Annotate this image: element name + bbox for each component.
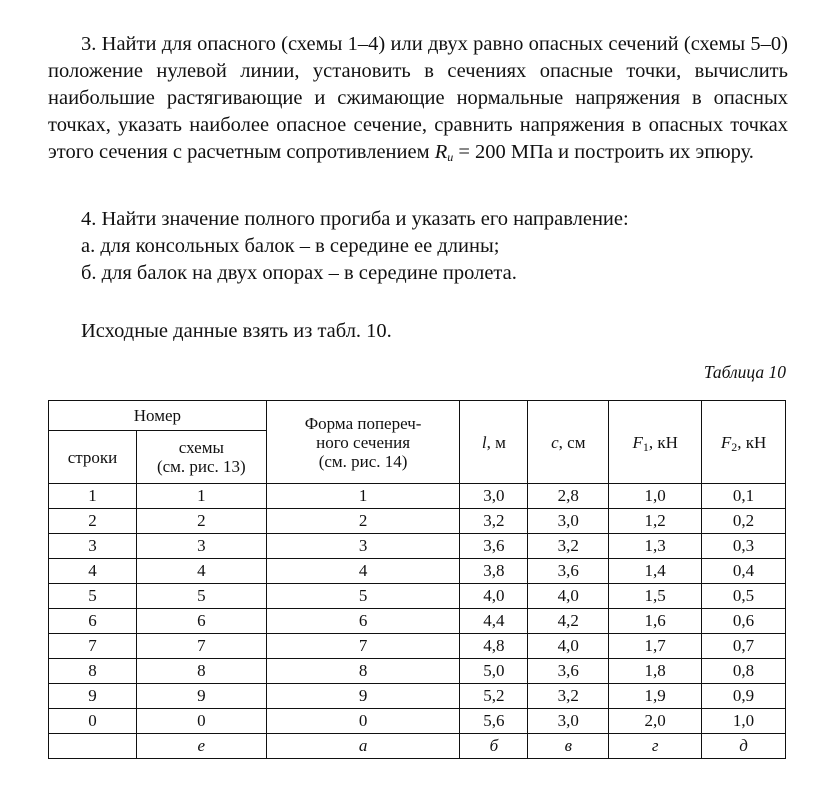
cell-f2: 1,0 <box>702 709 786 734</box>
cell-section: 9 <box>266 684 460 709</box>
paragraph-3-tail: = 200 МПа и построить их эпюру. <box>453 141 754 163</box>
cell-scheme: 7 <box>136 634 266 659</box>
paragraph-3-text: 3. Найти для опасного (схемы 1–4) или двух равно опасных сечений (схемы 5–0) положение нулевой линии, установить в сечениях опасные точки, вычислить наибольшие растягивающие и сжимающие нормальные напряжения в опасных точках, указать наиболее опасное сечение, сравнить напряжения в опасных точках этого сечения с расчетным сопротивлением <box>48 33 788 163</box>
cell-f2: 0,5 <box>702 584 786 609</box>
cell-f1: 1,9 <box>609 684 702 709</box>
cell-c: 2,8 <box>528 484 609 509</box>
cell-c: 3,6 <box>528 659 609 684</box>
header-f2: $F_2$, кН <box>702 401 786 484</box>
cell-l: 4,0 <box>460 584 528 609</box>
cell-f2: 0,6 <box>702 609 786 634</box>
cell-f1: 1,8 <box>609 659 702 684</box>
cell-row: 8 <box>49 659 137 684</box>
cell-f1: 1,0 <box>609 484 702 509</box>
cell-section: 1 <box>266 484 460 509</box>
table-row <box>49 559 786 584</box>
table-row <box>49 534 786 559</box>
cell-section: 0 <box>266 709 460 734</box>
cell-c: 3,0 <box>528 509 609 534</box>
item-a: а. для консольных балок – в середине ее длины; <box>81 235 500 257</box>
source-note: Исходные данные взять из табл. 10. <box>81 320 392 342</box>
table-row <box>49 684 786 709</box>
cell-scheme: 5 <box>136 584 266 609</box>
cell-f2: 0,9 <box>702 684 786 709</box>
cell-scheme: 1 <box>136 484 266 509</box>
cell-f1: 1,2 <box>609 509 702 534</box>
table-row <box>49 484 786 509</box>
cell-scheme: 4 <box>136 559 266 584</box>
header-section: Форма попереч- ного сечения (см. рис. 14) <box>266 401 460 484</box>
cell-row: 9 <box>49 684 137 709</box>
cell-f2: 0,8 <box>702 659 786 684</box>
cell-c: 4,0 <box>528 584 609 609</box>
r-symbol: $R_и$ <box>434 141 454 164</box>
data-table <box>48 400 786 759</box>
cell-f2: 0,2 <box>702 509 786 534</box>
letter-f1: г <box>609 734 702 759</box>
cell-c: 4,2 <box>528 609 609 634</box>
cell-l: 4,4 <box>460 609 528 634</box>
cell-f1: 1,7 <box>609 634 702 659</box>
cell-row: 4 <box>49 559 137 584</box>
cell-l: 3,6 <box>460 534 528 559</box>
cell-f2: 0,3 <box>702 534 786 559</box>
cell-scheme: 8 <box>136 659 266 684</box>
cell-f2: 0,1 <box>702 484 786 509</box>
table-row <box>49 659 786 684</box>
cell-row: 7 <box>49 634 137 659</box>
cell-row: 6 <box>49 609 137 634</box>
table-caption: Таблица 10 <box>703 362 786 382</box>
cell-l: 5,6 <box>460 709 528 734</box>
cell-row: 2 <box>49 509 137 534</box>
cell-f1: 1,6 <box>609 609 702 634</box>
cell-section: 3 <box>266 534 460 559</box>
cell-section: 7 <box>266 634 460 659</box>
letter-l: б <box>460 734 528 759</box>
cell-section: 6 <box>266 609 460 634</box>
header-scheme: схемы (см. рис. 13) <box>136 431 266 484</box>
letter-f2: д <box>702 734 786 759</box>
cell-scheme: 0 <box>136 709 266 734</box>
cell-section: 8 <box>266 659 460 684</box>
cell-l: 5,2 <box>460 684 528 709</box>
cell-f1: 2,0 <box>609 709 702 734</box>
cell-scheme: 9 <box>136 684 266 709</box>
cell-f2: 0,4 <box>702 559 786 584</box>
letter-section: а <box>266 734 460 759</box>
cell-scheme: 6 <box>136 609 266 634</box>
item-b: б. для балок на двух опорах – в середине пролета. <box>81 262 517 284</box>
cell-scheme: 3 <box>136 534 266 559</box>
cell-l: 3,2 <box>460 509 528 534</box>
cell-c: 4,0 <box>528 634 609 659</box>
paragraph-4: 4. Найти значение полного прогиба и указать его направление: <box>81 208 629 230</box>
cell-l: 3,0 <box>460 484 528 509</box>
letter-row <box>49 734 786 759</box>
table-row <box>49 609 786 634</box>
cell-l: 4,8 <box>460 634 528 659</box>
header-c: c, см <box>528 401 609 484</box>
cell-row: 0 <box>49 709 137 734</box>
cell-c: 3,2 <box>528 684 609 709</box>
cell-l: 5,0 <box>460 659 528 684</box>
cell-row: 3 <box>49 534 137 559</box>
letter-row <box>49 734 137 759</box>
cell-section: 4 <box>266 559 460 584</box>
cell-f1: 1,4 <box>609 559 702 584</box>
header-f1: $F_1$, кН <box>609 401 702 484</box>
cell-f2: 0,7 <box>702 634 786 659</box>
table-row <box>49 584 786 609</box>
letter-c: в <box>528 734 609 759</box>
cell-c: 3,6 <box>528 559 609 584</box>
cell-c: 3,2 <box>528 534 609 559</box>
cell-f1: 1,3 <box>609 534 702 559</box>
cell-l: 3,8 <box>460 559 528 584</box>
header-number: Номер <box>49 401 267 431</box>
table-row <box>49 709 786 734</box>
cell-row: 1 <box>49 484 137 509</box>
cell-scheme: 2 <box>136 509 266 534</box>
cell-c: 3,0 <box>528 709 609 734</box>
cell-section: 2 <box>266 509 460 534</box>
header-l: l, м <box>460 401 528 484</box>
letter-scheme: е <box>136 734 266 759</box>
table-row <box>49 634 786 659</box>
cell-section: 5 <box>266 584 460 609</box>
paragraph-3 <box>48 31 788 166</box>
cell-row: 5 <box>49 584 137 609</box>
cell-f1: 1,5 <box>609 584 702 609</box>
header-row: строки <box>49 431 137 484</box>
table-row <box>49 509 786 534</box>
